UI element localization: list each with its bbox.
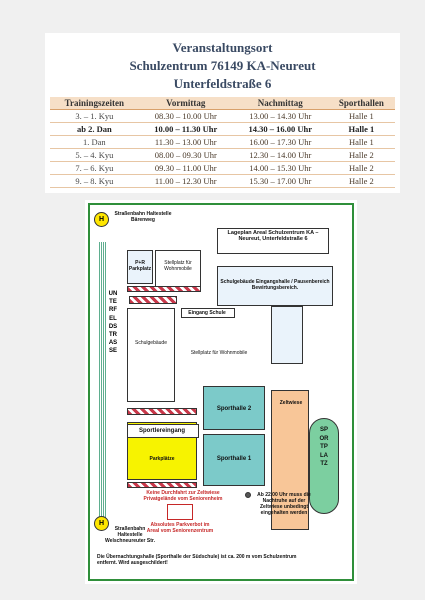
table-cell: 1. Dan bbox=[50, 136, 139, 149]
no-parking-zone bbox=[127, 482, 197, 488]
table-cell: 3. – 1. Kyu bbox=[50, 110, 139, 123]
col-header: Vormittag bbox=[139, 97, 233, 110]
table-cell: 11.00 – 12.30 Uhr bbox=[139, 175, 233, 188]
pr-label: P+R Parkplatz bbox=[128, 260, 152, 272]
sports-field-label: SPORTPLATZ bbox=[319, 427, 329, 468]
tram-stop-bottom-label: Straßenbahn Haltestelle Welschneureuter Str. bbox=[105, 526, 155, 544]
table-cell: Halle 1 bbox=[328, 123, 395, 136]
quiet-hours-notice: Ab 22.00 Uhr muss die Nachtruhe auf der Zeltwiese unbedingt eingehalten werden bbox=[257, 492, 311, 516]
table-row bbox=[50, 149, 395, 162]
no-parking-zone bbox=[127, 408, 197, 415]
parking-ban-sign bbox=[167, 504, 193, 520]
table-row bbox=[50, 162, 395, 175]
table-cell: Halle 2 bbox=[328, 175, 395, 188]
school-building-left-label: Schulgebäude bbox=[135, 340, 167, 346]
camper-area-top-label: Stellplatz für Wohnmobile bbox=[164, 260, 192, 272]
school-building-main-label: Schulgebäude Eingangshalle / Pausenbereich Bewirtungsbereich. bbox=[220, 279, 330, 291]
athletes-entrance-label: Sportlereingang bbox=[138, 428, 185, 434]
school-building-left bbox=[127, 308, 175, 402]
table-cell: 9. – 8. Kyu bbox=[50, 175, 139, 188]
title-school: Schulzentrum 76149 KA-Neureut bbox=[129, 58, 316, 73]
school-building-wing bbox=[271, 306, 303, 364]
sports-hall-2-label: Sporthalle 2 bbox=[216, 406, 252, 412]
table-cell: 09.30 – 11.00 Uhr bbox=[139, 162, 233, 175]
no-through-traffic-notice: Keine Durchfahrt zur Zeltwiese Privatgelände vom Seniorenheim bbox=[143, 490, 223, 502]
table-row bbox=[50, 110, 395, 123]
table-cell: 7. – 6. Kyu bbox=[50, 162, 139, 175]
sports-hall-1-label: Sporthalle 1 bbox=[216, 456, 252, 462]
tram-stop-top-icon: H bbox=[94, 212, 109, 227]
street-strip bbox=[99, 242, 107, 528]
table-cell: 16.00 – 17.30 Uhr bbox=[233, 136, 328, 149]
camper-area-mid-label: Stellplatz für Wohnmobile bbox=[190, 350, 248, 356]
table-cell: 13.00 – 14.30 Uhr bbox=[233, 110, 328, 123]
col-header: Sporthallen bbox=[328, 97, 395, 110]
table-cell: ab 2. Dan bbox=[50, 123, 139, 136]
tram-stop-top-label: Straßenbahn Haltestelle Bärenweg bbox=[114, 211, 172, 223]
table-header-row bbox=[50, 97, 395, 110]
table-cell: 14.30 – 16.00 Uhr bbox=[233, 123, 328, 136]
school-entrance-label: Eingang Schule bbox=[188, 310, 226, 316]
table-cell: Halle 1 bbox=[328, 136, 395, 149]
parking-ban-label: Absolutes Parkverbot im Areal vom Seniorenzentrum bbox=[146, 522, 214, 534]
title-address: Unterfeldstraße 6 bbox=[173, 76, 272, 91]
accommodation-note: Die Übernachtungshalle (Sporthalle der Südschule) ist ca. 200 m vom Schulzentrum entfernt. Wird ausgeschildert! bbox=[97, 554, 297, 566]
table-cell: Halle 2 bbox=[328, 149, 395, 162]
table-cell: 5. – 4. Kyu bbox=[50, 149, 139, 162]
table-cell: 08.30 – 10.00 Uhr bbox=[139, 110, 233, 123]
table-cell: 14.00 – 15.30 Uhr bbox=[233, 162, 328, 175]
schedule-table bbox=[50, 97, 395, 188]
table-cell: 08.00 – 09.30 Uhr bbox=[139, 149, 233, 162]
table-row bbox=[50, 123, 395, 136]
table-cell: 15.30 – 17.00 Uhr bbox=[233, 175, 328, 188]
tent-meadow-label: Zeltwiese bbox=[279, 400, 303, 406]
table-cell: Halle 2 bbox=[328, 162, 395, 175]
no-parking-zone bbox=[127, 286, 201, 292]
col-header: Nachmittag bbox=[233, 97, 328, 110]
clock-icon bbox=[245, 492, 251, 498]
table-cell: 10.00 – 11.30 Uhr bbox=[139, 123, 233, 136]
site-map bbox=[85, 200, 357, 584]
no-parking-zone bbox=[129, 296, 177, 304]
table-row bbox=[50, 136, 395, 149]
table-row bbox=[50, 175, 395, 188]
table-cell: 12.30 – 14.00 Uhr bbox=[233, 149, 328, 162]
tram-stop-bottom-icon: H bbox=[94, 516, 109, 531]
street-label: UNTERFELDSTRASSE bbox=[108, 291, 118, 355]
parking-lot-label: Parkplätze bbox=[149, 456, 175, 462]
table-cell: Halle 1 bbox=[328, 110, 395, 123]
table-cell: 11.30 – 13.00 Uhr bbox=[139, 136, 233, 149]
col-header: Trainingszeiten bbox=[50, 97, 139, 110]
title-venue: Veranstaltungsort bbox=[172, 40, 273, 55]
lageplan-label: Lageplan Areal Schulzentrum KA – Neureut, Unterfeldstraße 6 bbox=[227, 230, 319, 242]
schedule-panel bbox=[45, 33, 400, 193]
